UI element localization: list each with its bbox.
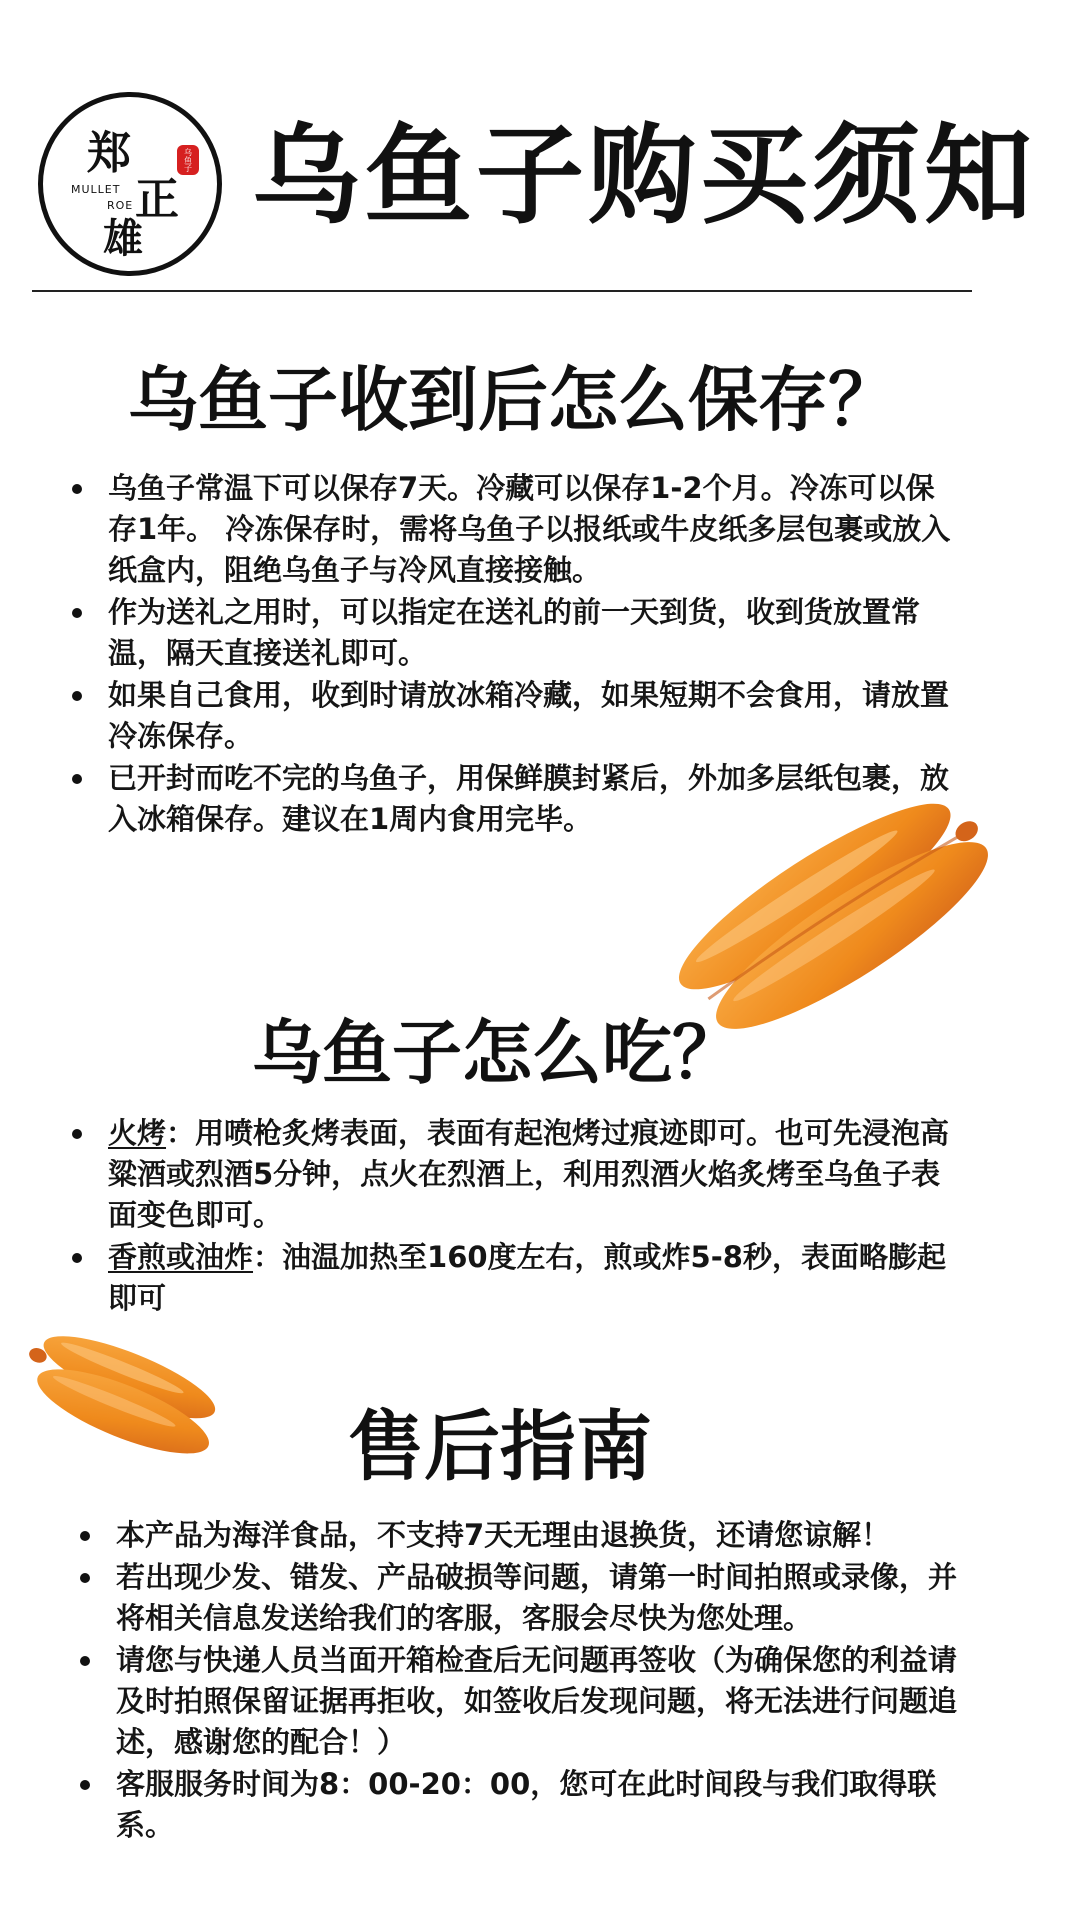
list-item: 如果自己食用，收到时请放冰箱冷藏，如果短期不会食用，请放置冷冻保存。 [72, 675, 952, 757]
aftersales-list [80, 1515, 970, 1846]
aftersales-heading: 售后指南 [348, 1402, 652, 1491]
eating-list [72, 1113, 952, 1319]
page-title: 乌鱼子购买须知 [252, 114, 1037, 239]
list-item: 若出现少发、错发、产品破损等问题，请第一时间拍照或录像，并将相关信息发送给我们的客服，客服会尽快为您处理。 [80, 1557, 970, 1639]
list-item [72, 1113, 952, 1236]
list-item: 请您与快递人员当面开箱检查后无问题再签收（为确保您的利益请及时拍照保留证据再拒收，如签收后发现问题，将无法进行问题追述，感谢您的配合！） [80, 1640, 970, 1763]
logo-text-roe: ROE [107, 199, 134, 212]
logo-char-3: 雄 [103, 215, 143, 262]
method-term: 火烤 [108, 1116, 167, 1150]
header-divider [32, 290, 972, 292]
brand-logo [38, 92, 222, 276]
eating-heading: 乌鱼子怎么吃？ [252, 1012, 742, 1094]
list-item: 本产品为海洋食品，不支持7天无理由退换货，还请您谅解！ [80, 1515, 970, 1556]
list-item [72, 1237, 952, 1319]
mullet-roe-illustration-left [18, 1318, 228, 1468]
method-text: ：用喷枪炙烤表面，表面有起泡烤过痕迹即可。也可先浸泡高粱酒或烈酒5分钟，点火在烈酒上，利用烈酒火焰炙烤至乌鱼子表面变色即可。 [108, 1116, 950, 1232]
list-item: 作为送礼之用时，可以指定在送礼的前一天到货，收到货放置常温，隔天直接送礼即可。 [72, 592, 952, 674]
list-item: 已开封而吃不完的乌鱼子，用保鲜膜封紧后，外加多层纸包裹，放入冰箱保存。建议在1周内食用完毕。 [72, 758, 952, 840]
logo-char-1: 郑 [87, 128, 131, 179]
list-item: 乌鱼子常温下可以保存7天。冷藏可以保存1-2个月。冷冻可以保存1年。 冷冻保存时，需将乌鱼子以报纸或牛皮纸多层包裹或放入纸盒内，阻绝乌鱼子与冷风直接接触。 [72, 468, 952, 591]
method-text: ：油温加热至160度左右，煎或炸5-8秒，表面略膨起即可 [108, 1240, 946, 1315]
storage-heading: 乌鱼子收到后怎么保存？ [128, 359, 898, 441]
logo-text-mullet: MULLET [71, 183, 121, 196]
method-term: 香煎或油炸 [108, 1240, 254, 1274]
logo-red-seal: 乌鱼子 [177, 145, 199, 175]
list-item: 客服服务时间为8：00-20：00，您可在此时间段与我们取得联系。 [80, 1764, 970, 1846]
logo-char-2: 正 [135, 174, 179, 225]
